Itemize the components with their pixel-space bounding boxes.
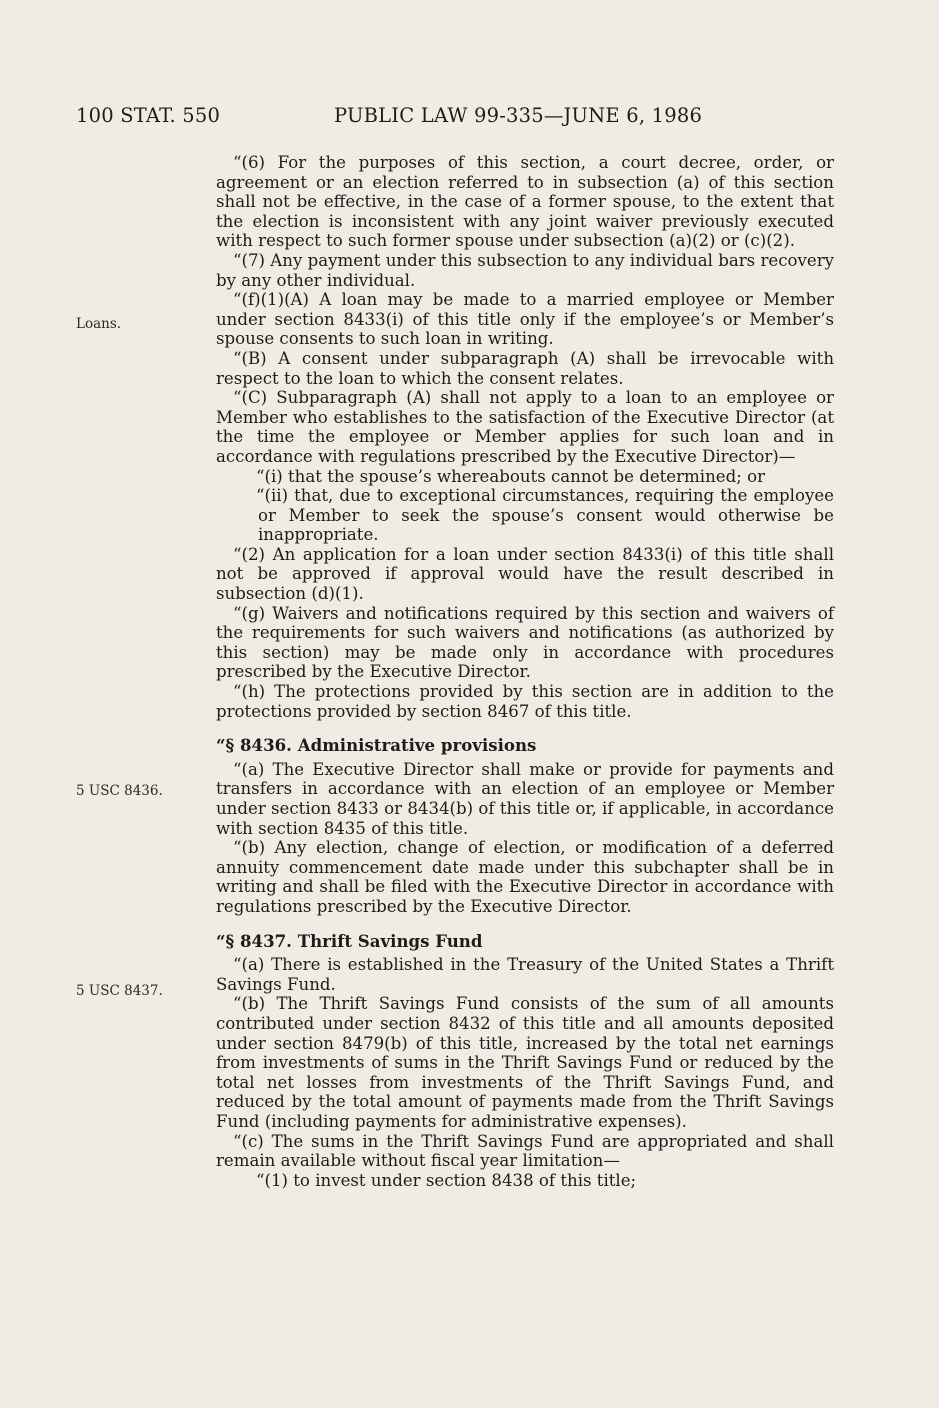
- paragraph-8437-c: “(c) The sums in the Thrift Savings Fund are appropriated and shall remain available without fiscal year limitation—: [216, 1131, 834, 1171]
- statute-page-number: 100 STAT. 550: [76, 104, 221, 127]
- paragraph-8436-a: “(a) The Executive Director shall make or provide for payments and transfers in accordance with an election of an employee or Member under section 8433 or 8434(b) of this title or, if applicable, in accordance with section 8435 of this title.: [216, 759, 834, 838]
- paragraph-6: “(6) For the purposes of this section, a court decree, order, or agreement or an election referred to in subsection (a) of this section shall not be effective, in the case of a former spouse, to the extent that the election is inconsistent with any joint waiver previously executed with respect to such former spouse under subsection (a)(2) or (c)(2).: [216, 153, 834, 251]
- clause-f-c-ii: “(ii) that, due to exceptional circumstances, requiring the employee or Member to seek the spouse’s consent would otherwise be inappropriate.: [256, 486, 834, 545]
- page-header: [76, 104, 896, 134]
- section-heading-8437: “§ 8437. Thrift Savings Fund: [216, 930, 483, 951]
- paragraph-f-c: “(C) Subparagraph (A) shall not apply to a loan to an employee or Member who establishes to the satisfaction of the Executive Director (at the time the employee or Member applies for such loan and in accordance with regulations prescribed by the Executive Director)—: [216, 388, 834, 466]
- paragraph-f-b: “(B) A consent under subparagraph (A) shall be irrevocable with respect to the loan to which the consent relates.: [216, 348, 834, 388]
- paragraph-8436-b: “(b) Any election, change of election, or modification of a deferred annuity commencement date made under this subchapter shall be in writing and shall be filed with the Executive Director in accordance with regulations prescribed by the Executive Director.: [216, 838, 834, 916]
- public-law-title: PUBLIC LAW 99-335—JUNE 6, 1986: [334, 104, 703, 127]
- document-body: [216, 153, 834, 1190]
- clause-8437-c-1: “(1) to invest under section 8438 of this title;: [256, 1170, 637, 1190]
- paragraph-f-2: “(2) An application for a loan under section 8433(i) of this title shall not be approved if approval would have the result described in subsection (d)(1).: [216, 544, 834, 604]
- margin-note-5-usc-8437: 5 USC 8437.: [76, 983, 163, 999]
- paragraph-7: “(7) Any payment under this subsection to any individual bars recovery by any other individual.: [216, 250, 834, 290]
- section-heading-8436: “§ 8436. Administrative provisions: [216, 735, 537, 756]
- paragraph-8437-b: “(b) The Thrift Savings Fund consists of the sum of all amounts contributed under section 8432 of this title and all amounts deposited under section 8479(b) of this title, increased by the total net earnings from investments of sums in the Thrift Savings Fund or reduced by the total net losses from investments of the Thrift Savings Fund, and reduced by the total amount of payments made from the Thrift Savings Fund (including payments for administrative expenses).: [216, 994, 834, 1131]
- paragraph-8437-a: “(a) There is established in the Treasury of the United States a Thrift Savings Fund.: [216, 955, 834, 994]
- paragraph-g: “(g) Waivers and notifications required by this section and waivers of the requirements for such waivers and notifications (as authorized by this section) may be made only in accordance with procedures prescribed by the Executive Director.: [216, 603, 834, 682]
- paragraph-h: “(h) The protections provided by this section are in addition to the protections provided by section 8467 of this title.: [216, 682, 834, 721]
- margin-note-loans: Loans.: [76, 316, 122, 332]
- clause-f-c-i: “(i) that the spouse’s whereabouts cannot be determined; or: [256, 466, 766, 486]
- paragraph-f-1-a: “(f)(1)(A) A loan may be made to a married employee or Member under section 8433(i) of this title only if the employee’s or Member’s spouse consents to such loan in writing.: [216, 290, 834, 349]
- margin-note-5-usc-8436: 5 USC 8436.: [76, 783, 163, 799]
